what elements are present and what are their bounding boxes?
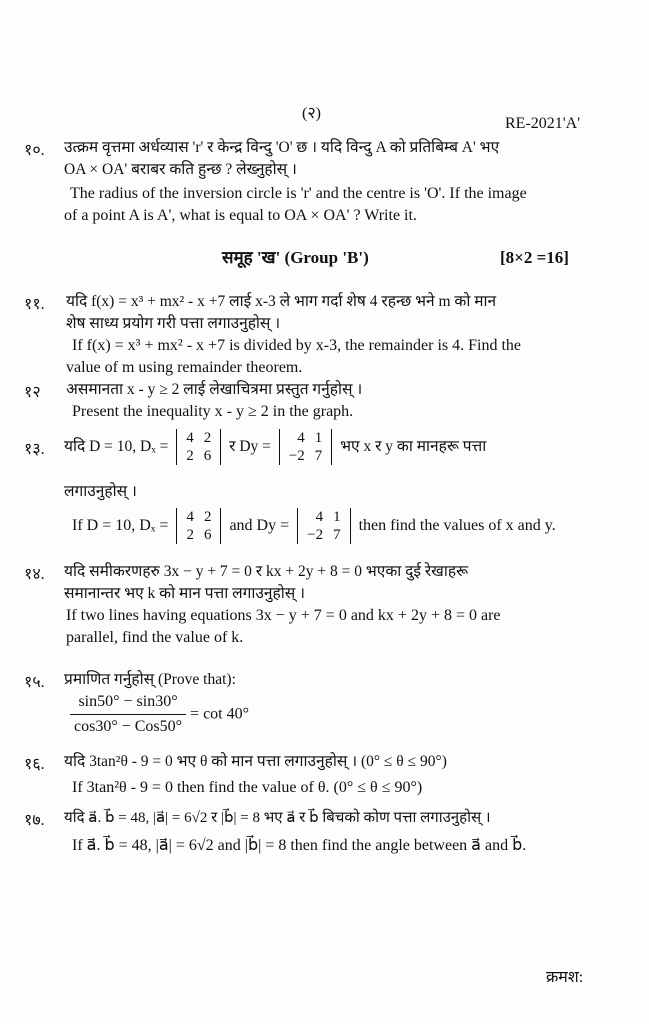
q11-english-line2: value of m using remainder theorem. — [66, 359, 303, 376]
question-number-14: १४. — [24, 566, 45, 583]
dx-cell: 6 — [203, 448, 212, 465]
question-number-15: १५. — [24, 674, 45, 691]
q13-english-part-c: then find the values of x and y. — [358, 517, 556, 534]
question-number-10: १०. — [24, 142, 45, 159]
q13-dx-determinant — [176, 429, 221, 465]
dy-cell: 4 — [315, 509, 324, 526]
q15-identity — [70, 692, 249, 737]
q13-english-part-a: If D = 10, Dₓ = — [72, 517, 169, 534]
question-number-13: १३. — [24, 441, 45, 458]
q11-nepali-line2: शेष साध्य प्रयोग गरी पत्ता लगाउनुहोस् । — [66, 315, 281, 332]
q13-nepali-part-a: यदि D = 10, Dₓ = — [64, 438, 169, 455]
question-number-12: १२ — [24, 384, 41, 401]
group-marks: [8×2 =16] — [500, 248, 569, 267]
dy-cell: 1 — [333, 509, 341, 526]
q11-nepali-line1: यदि f(x) = x³ + mx² - x +7 लाई x-3 ले भाग गर्दा शेष 4 रहन्छ भने m को मान — [66, 293, 497, 310]
dx-cell: 2 — [186, 527, 194, 544]
q13-nepali-part-c: भए x र y का मानहरू पत्ता — [340, 438, 487, 455]
q13-dy-determinant — [279, 429, 332, 465]
dy-cell: 7 — [333, 527, 341, 544]
q16-english-line1: If 3tan²θ - 9 = 0 then find the value of θ. (0° ≤ θ ≤ 90°) — [72, 779, 423, 796]
q12-english-line1: Present the inequality x - y ≥ 2 in the graph. — [72, 403, 354, 420]
question-number-11: ११. — [24, 296, 45, 313]
q15-fraction — [70, 692, 186, 737]
dy-cell: 1 — [314, 430, 323, 447]
dy-cell: 4 — [297, 430, 305, 447]
dx-cell: 6 — [203, 527, 212, 544]
q15-denominator: cos30° − Cos50° — [74, 718, 183, 735]
q17-english-line1: If a⃗. b⃗ = 48, |a⃗| = 6√2 and |b⃗| = 8 then find the angle between a⃗ and b⃗. — [72, 837, 527, 854]
q13-dy-determinant-en — [297, 508, 350, 544]
q10-nepali-line2: OA × OA' बराबर कति हुन्छ ? लेख्नुहोस् । — [64, 161, 297, 178]
q12-nepali-line1: असमानता x - y ≥ 2 लाई लेखाचित्रमा प्रस्तुत गर्नुहोस् । — [66, 381, 363, 398]
q13-english-part-b: and Dy = — [229, 517, 290, 534]
dy-cell: −2 — [307, 527, 324, 544]
q10-nepali-line1: उत्क्रम वृत्तमा अर्धव्यास 'r' र केन्द्र विन्दु 'O' छ । यदि विन्दु A को प्रतिबिम्ब A' भए — [64, 139, 500, 156]
dy-cell: −2 — [288, 448, 305, 465]
dx-cell: 2 — [203, 430, 212, 447]
dy-cell: 7 — [314, 448, 323, 465]
q15-rhs: = cot 40° — [190, 705, 250, 723]
question-number-17: १७. — [24, 812, 45, 829]
q13-nepali-line2: लगाउनुहोस् । — [64, 483, 137, 500]
q11-english-line1: If f(x) = x³ + mx² - x +7 is divided by x-3, the remainder is 4. Find the — [72, 337, 522, 354]
dx-cell: 2 — [203, 509, 212, 526]
dx-cell: 4 — [186, 509, 194, 526]
group-title: समूह 'ख' (Group 'B') — [222, 248, 369, 267]
q13-dx-determinant-en — [176, 508, 221, 544]
q14-nepali-line1: यदि समीकरणहरु 3x − y + 7 = 0 र kx + 2y + 8 = 0 भएका दुई रेखाहरू — [64, 563, 469, 580]
q13-nepali-part-b: र Dy = — [229, 438, 271, 455]
q14-english-line2: parallel, find the value of k. — [66, 629, 244, 646]
q13-nepali-line1 — [64, 425, 486, 469]
q10-english-line1: The radius of the inversion circle is 'r' and the centre is 'O'. If the image — [70, 185, 527, 202]
q17-nepali-line1: यदि a⃗. b⃗ = 48, |a⃗| = 6√2 र |b⃗| = 8 भए a⃗ र b⃗ बिचको कोण पत्ता लगाउनुहोस् । — [64, 810, 491, 826]
q13-english-line1 — [72, 504, 556, 548]
dx-cell: 2 — [186, 448, 194, 465]
q14-english-line1: If two lines having equations 3x − y + 7 = 0 and kx + 2y + 8 = 0 are — [66, 607, 501, 624]
exam-code: RE-2021'A' — [505, 115, 581, 132]
continued-label: क्रमश: — [546, 969, 584, 986]
q16-nepali-line1: यदि 3tan²θ - 9 = 0 भए θ को मान पत्ता लगाउनुहोस् । (0° ≤ θ ≤ 90°) — [64, 753, 447, 770]
page-number: (२) — [302, 105, 321, 122]
q15-prove-label: प्रमाणित गर्नुहोस् (Prove that): — [64, 671, 236, 688]
dx-cell: 4 — [186, 430, 194, 447]
q14-nepali-line2: समानान्तर भए k को मान पत्ता लगाउनुहोस् । — [64, 585, 305, 602]
q10-english-line2: of a point A is A', what is equal to OA × OA' ? Write it. — [64, 207, 417, 224]
question-number-16: १६. — [24, 756, 45, 773]
q15-numerator: sin50° − sin30° — [70, 692, 186, 715]
